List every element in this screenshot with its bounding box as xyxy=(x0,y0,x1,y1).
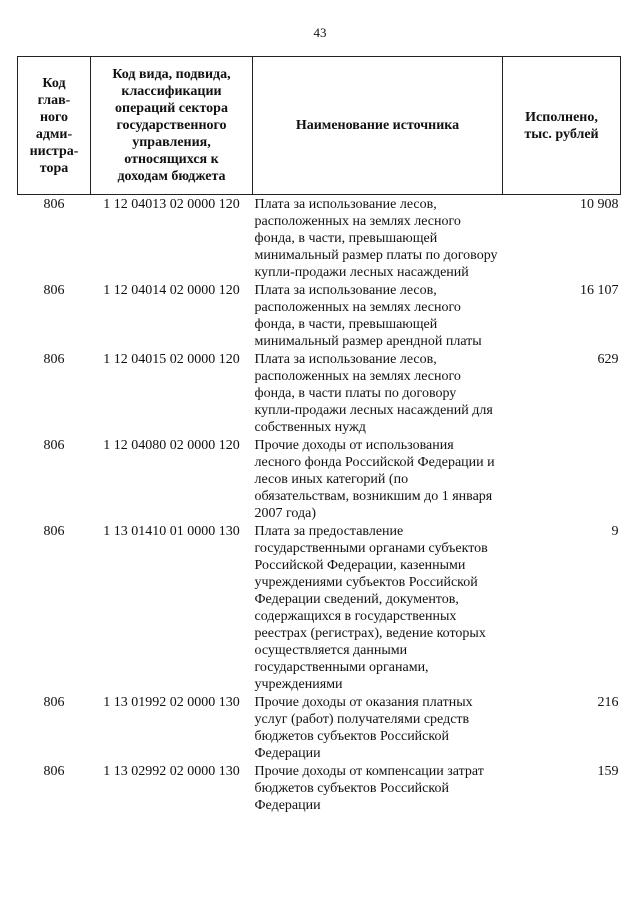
amount-cell: 216 xyxy=(597,695,619,710)
table-row xyxy=(18,762,621,814)
admin-code-cell: 806 xyxy=(43,438,65,453)
classification-code-cell: 1 13 02992 02 0000 130 xyxy=(103,764,240,779)
source-name-cell: Плата за использование лесов, расположенных на землях лесного фонда, в части, превышающей минимальный размер платы по договору купли-продажи лесных насаждений xyxy=(254,197,498,280)
source-name-cell: Прочие доходы от компенсации затрат бюджетов субъектов Российской Федерации xyxy=(254,764,484,813)
source-name-cell: Плата за использование лесов, расположенных на землях лесного фонда, в части платы по договору купли-продажи лесных насаждений для собственных нужд xyxy=(254,352,493,435)
table-row xyxy=(18,522,621,693)
table-row xyxy=(18,350,621,436)
amount-cell: 159 xyxy=(597,764,619,779)
table-row xyxy=(18,281,621,350)
admin-code-cell: 806 xyxy=(43,352,65,367)
classification-code-cell: 1 12 04015 02 0000 120 xyxy=(103,352,240,367)
classification-code-cell: 1 12 04013 02 0000 120 xyxy=(103,197,240,212)
classification-code-cell: 1 13 01410 01 0000 130 xyxy=(103,524,240,539)
amount-cell: 16 107 xyxy=(580,283,619,298)
admin-code-cell: 806 xyxy=(43,764,65,779)
admin-code-cell: 806 xyxy=(43,695,65,710)
header-classification-code: Код вида, подвида, классификации операций сектора государственного управления, относящихся к доходам бюджета xyxy=(91,57,253,195)
source-name-cell: Прочие доходы от использования лесного фонда Российской Федерации и лесов иных категорий (по обязательствам, возникшим до 1 января 2007 года) xyxy=(254,438,495,521)
amount-cell: 629 xyxy=(597,352,619,367)
header-source-name: Наименование источника xyxy=(253,57,503,195)
table-row xyxy=(18,436,621,522)
table-row xyxy=(18,195,621,282)
amount-cell: 10 908 xyxy=(580,197,619,212)
page-number: 43 xyxy=(313,25,327,40)
admin-code-cell: 806 xyxy=(43,524,65,539)
classification-code-cell: 1 12 04080 02 0000 120 xyxy=(103,438,240,453)
admin-code-cell: 806 xyxy=(43,283,65,298)
source-name-cell: Прочие доходы от оказания платных услуг (работ) получателями средств бюджетов субъектов Российской Федерации xyxy=(254,695,473,761)
source-name-cell: Плата за предоставление государственными органами субъектов Российской Федерации, казенными учреждениями субъектов Российской Федерации сведений, документов, содержащихся в государственных реестрах (регистрах), ведение которых осуществляется данными государственными органами, учреждениями xyxy=(254,524,488,692)
classification-code-cell: 1 13 01992 02 0000 130 xyxy=(103,695,240,710)
revenue-table xyxy=(17,56,621,814)
table-header xyxy=(18,57,621,195)
table-body xyxy=(18,195,621,815)
table-row xyxy=(18,693,621,762)
classification-code-cell: 1 12 04014 02 0000 120 xyxy=(103,283,240,298)
source-name-cell: Плата за использование лесов, расположенных на землях лесного фонда, в части, превышающей минимальный размер арендной платы xyxy=(254,283,482,349)
header-admin-code: Код глав- ного адми- нистра- тора xyxy=(18,57,91,195)
amount-cell: 9 xyxy=(611,524,619,539)
admin-code-cell: 806 xyxy=(43,197,65,212)
amount-cell xyxy=(503,436,621,522)
header-executed-amount: Исполнено, тыс. рублей xyxy=(503,57,621,195)
